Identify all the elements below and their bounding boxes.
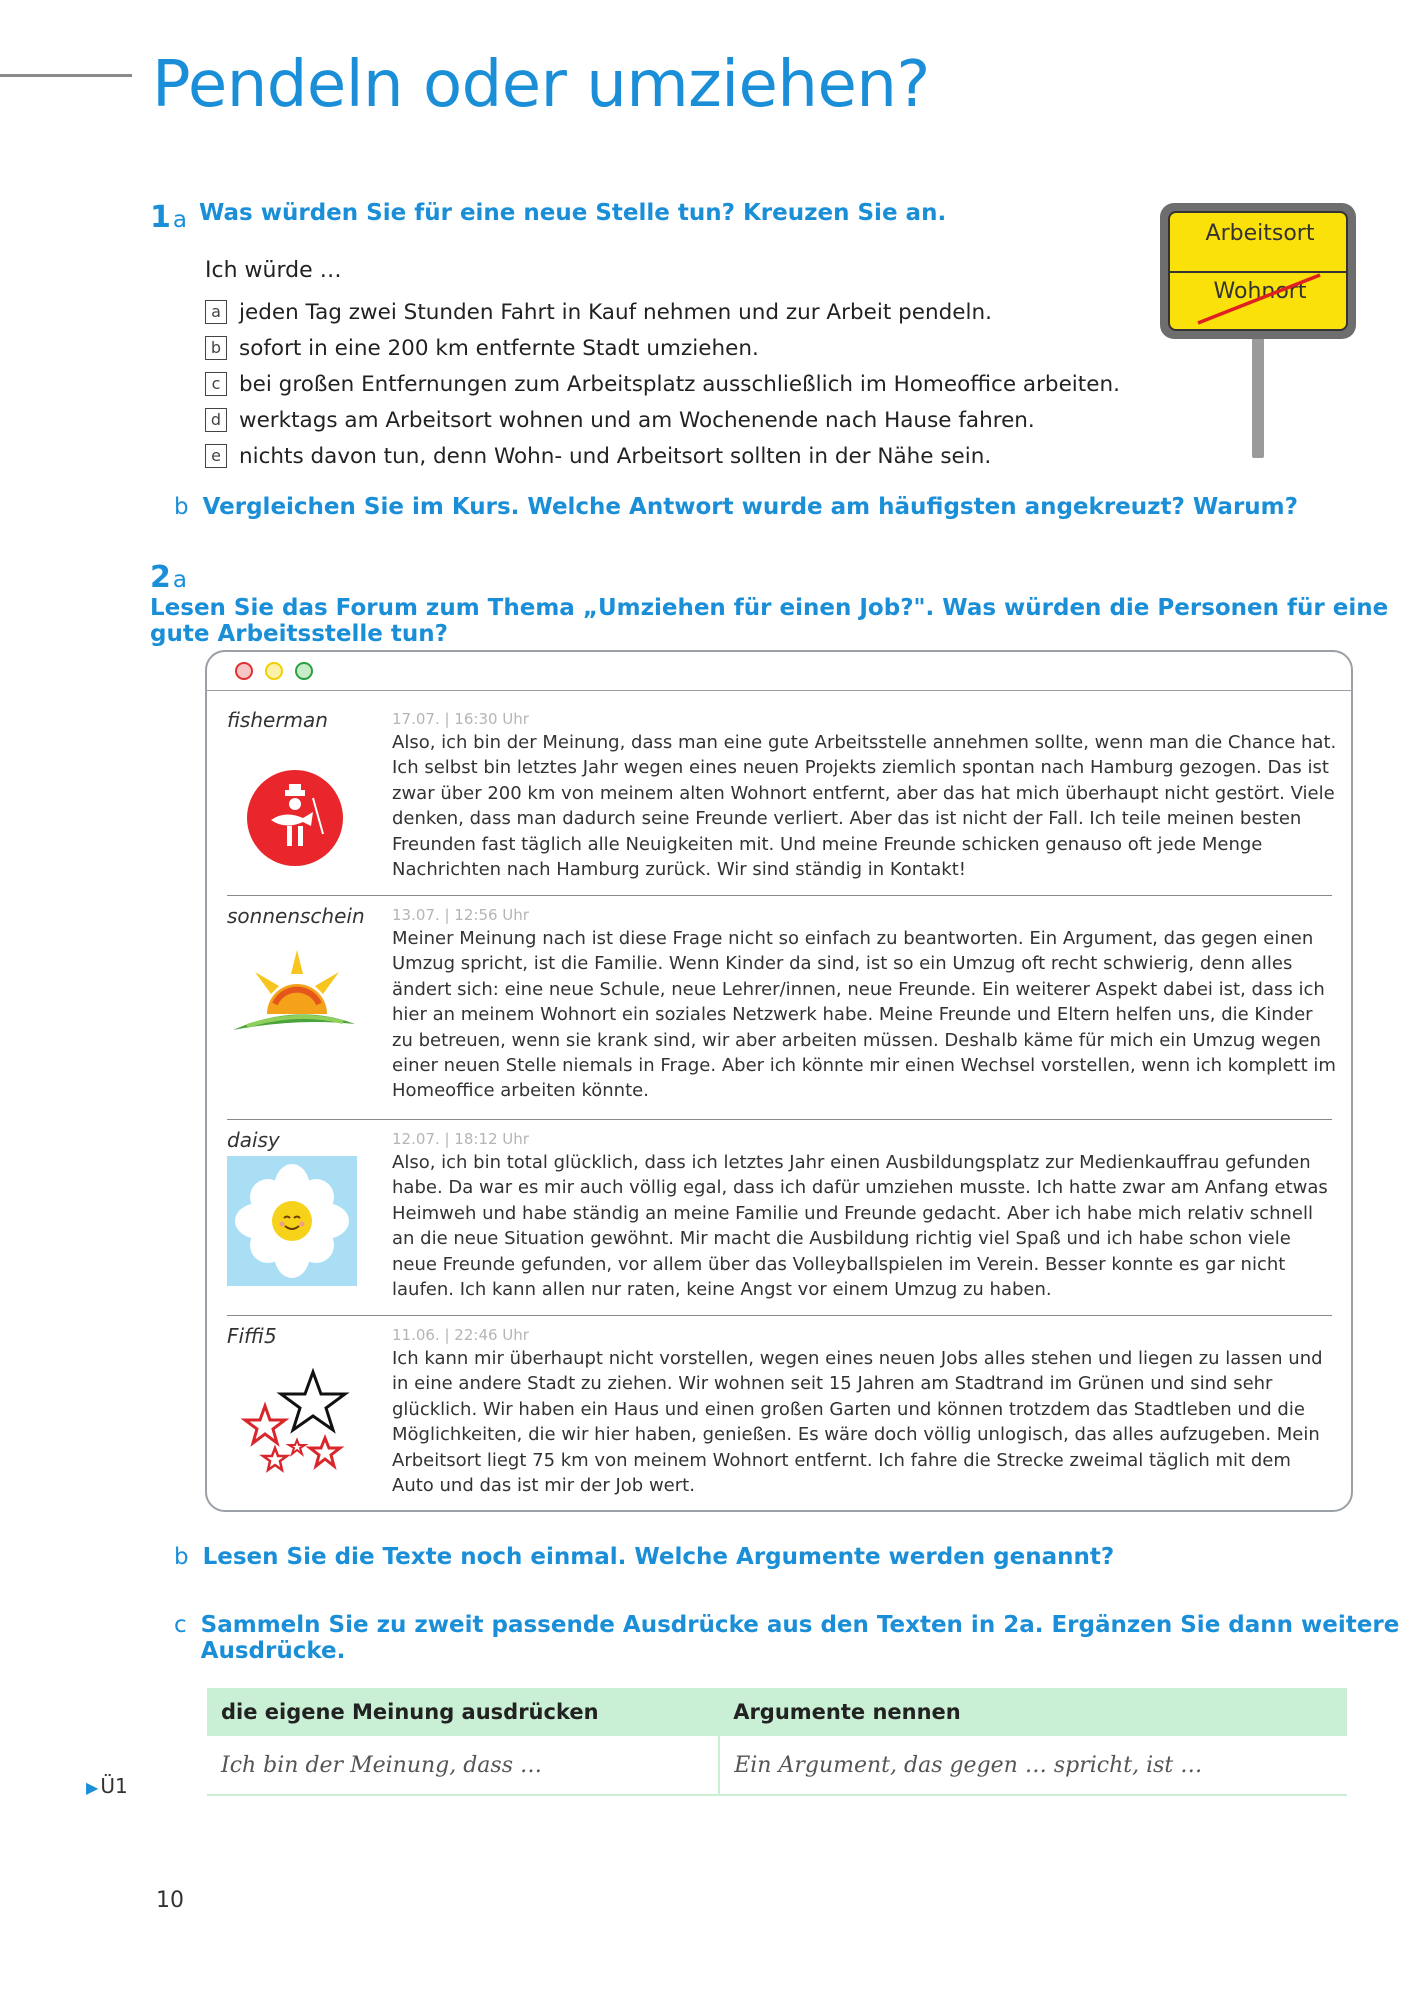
task-sub-letter: c [174,1612,187,1638]
play-arrow-icon: ▶ [86,1778,99,1797]
option-d[interactable] [205,402,1120,438]
table-header: Argumente nennen [719,1688,1347,1736]
strike-line [1168,211,1348,331]
task-instruction: Was würden Sie für eine neue Stelle tun? Kreuzen Sie an. [198,200,947,226]
task-instruction: Vergleichen Sie im Kurs. Welche Antwort wurde am häufigsten angekreuzt? Warum? [202,494,1298,520]
post-timestamp: 11.06. | 22:46 Uhr [392,1326,529,1344]
post-divider [227,895,1332,897]
forum-post [227,1324,1332,1504]
post-username: fisherman [227,708,328,732]
task-1a-intro: Ich würde … [205,258,342,283]
checkbox-e[interactable]: e [205,444,227,468]
stars-avatar-icon [227,1348,357,1478]
post-divider [227,1315,1332,1317]
task-sub-letter: b [174,1544,189,1570]
option-text: werktags am Arbeitsort wohnen und am Wochenende nach Hause fahren. [239,407,1035,433]
option-b[interactable] [205,330,1120,366]
option-text: bei großen Entfernungen zum Arbeitsplatz ausschließlich im Homeoffice arbeiten. [239,371,1120,397]
town-sign-illustration [1160,203,1360,458]
post-text: Ich kann mir überhaupt nicht vorstellen, wegen eines neuen Jobs alles stehen und liegen zu lassen und in eine andere Stadt zu ziehen. Wir wohnen seit 15 Jahren am Stadtrand im Grünen und sind sehr glücklich. Wir haben ein Haus und einen großen Garten und können trotzdem das Stadtleben und die Möglichkeiten, die wir hier haben, genießen. Es wäre doch völlig unlogisch, das alles aufzugeben. Mein Arbeitsort liegt 75 km von meinem Wohnort entfernt. Ich fahre die Strecke zweimal täglich mit dem Auto und das ist mir der Job wert. [392,1348,1323,1497]
exercise-reference[interactable] [86,1774,128,1798]
post-username: daisy [227,1128,280,1152]
post-text: Also, ich bin total glücklich, dass ich letztes Jahr einen Ausbildungsplatz zur Medienkauffrau gefunden habe. Da war es mir auch völlig egal, dass ich dafür umziehen musste. Ich hatte zwar am Anfang etwas Heimweh und habe ständig an meine Familie und Freunde gedacht. Aber ich habe mich relativ schnell an die neue Situation gewöhnt. Mir macht die Ausbildung richtig viel Spaß und ich habe schon viele neue Freunde gefunden, vor allem über das Volleyballspielen im Verein. Besser konnte es gar nicht laufen. Ich kann allen nur raten, keine Angst vor einem Umzug zu haben. [392,1152,1328,1301]
sunrise-avatar-icon [227,944,357,1064]
checkbox-c[interactable]: c [205,372,227,396]
minimize-dot-icon[interactable] [265,662,283,680]
table-row [207,1736,1347,1795]
task-instruction-line-1: Lesen Sie das Forum zum Thema „Umziehen für einen Job?". Was würden die Personen für eine [150,595,1389,621]
post-text: Meiner Meinung nach ist diese Frage nicht so einfach zu beantworten. Ein Argument, das gegen einen Umzug spricht, ist die Familie. Wenn Kinder da sind, ist so ein Umzug oft recht schwierig, denn alles ändert sich: eine neue Schule, neue Lehrer/innen, neue Freunde. Ein weiterer Aspekt dabei ist, dass ich hier an meinem Wohnort ein soziales Netzwerk habe. Meine Freunde und Eltern helfen uns, die Kinder zu betreuen, wenn sie krank sind, wir aber arbeiten müssen. Deshalb käme für mich ein Umzug wegen einer neuen Stelle niemals in Frage. Aber ich könnte mir einen Wechsel vorstellen, wenn ich komplett im Homeoffice arbeiten könnte. [392,928,1336,1102]
task-instruction-line-2: gute Arbeitsstelle tun? [150,621,448,647]
post-divider [227,1119,1332,1121]
task-2b-heading [172,1544,1114,1570]
window-title-bar [207,652,1351,691]
task-number: 1 [150,200,171,235]
top-rule [0,74,132,77]
daisy-avatar-icon [227,1156,357,1286]
task-instruction-line-1: Sammeln Sie zu zweit passende Ausdrücke aus den Texten in 2a. Ergänzen Sie dann weitere [200,1612,1400,1638]
task-2c-heading [172,1612,1399,1664]
task-1b-heading [172,494,1298,520]
sign-bottom-text: Wohnort [1213,279,1307,304]
task-sub-letter: b [174,494,189,520]
forum-post [227,1128,1332,1316]
forum-window [205,650,1353,1512]
table-cell[interactable]: Ich bin der Meinung, dass … [207,1736,719,1795]
close-dot-icon[interactable] [235,662,253,680]
post-timestamp: 13.07. | 12:56 Uhr [392,906,529,924]
task-sub-letter: a [172,207,187,233]
checkbox-b[interactable]: b [205,336,227,360]
post-username: Fiffi5 [227,1324,277,1348]
task-1a-heading [150,200,946,235]
fisherman-avatar-icon [227,748,357,868]
task-2a-heading [150,560,1414,647]
option-text: jeden Tag zwei Stunden Fahrt in Kauf nehmen und zur Arbeit pendeln. [239,299,992,325]
post-text: Also, ich bin der Meinung, dass man eine gute Arbeitsstelle annehmen sollte, wenn man die Chance hat. Ich selbst bin letztes Jahr wegen eines neuen Projekts ziemlich spontan nach Hamburg gezogen. Das ist zwar über 200 km von meinem alten Wohnort entfernt, aber das hat mich überhaupt nicht gestört. Viele denken, dass man dadurch seine Freunde verliert. Aber das ist nicht der Fall. Ich teile meinen besten Freunden fast täglich alle Neuigkeiten mit. Und meine Freunde schicken genauso oft jede Menge Nachrichten nach Hamburg zurück. Wir sind ständig in Kontakt! [392,732,1337,881]
task-instruction: Lesen Sie die Texte noch einmal. Welche Argumente werden genannt? [202,1544,1115,1570]
sign-post [1252,338,1264,458]
option-e[interactable] [205,438,1120,474]
exercise-reference-label: Ü1 [100,1774,128,1798]
checkbox-a[interactable]: a [205,300,227,324]
table-header: die eigene Meinung ausdrücken [207,1688,719,1736]
expressions-table [207,1688,1347,1796]
checkbox-d[interactable]: d [205,408,227,432]
post-username: sonnenschein [227,904,365,928]
sign-top-text: Arbeitsort [1205,221,1315,246]
post-timestamp: 12.07. | 18:12 Uhr [392,1130,529,1148]
option-text: nichts davon tun, denn Wohn- und Arbeitsort sollten in der Nähe sein. [239,443,992,469]
task-sub-letter: a [172,567,187,593]
task-number: 2 [150,560,171,595]
option-c[interactable] [205,366,1120,402]
page-number: 10 [156,1888,184,1913]
option-text: sofort in eine 200 km entfernte Stadt umziehen. [239,335,759,361]
task-instruction-line-2: Ausdrücke. [200,1638,346,1664]
forum-post [227,708,1337,896]
option-a[interactable] [205,294,1120,330]
table-cell[interactable]: Ein Argument, das gegen … spricht, ist … [719,1736,1347,1795]
maximize-dot-icon[interactable] [295,662,313,680]
post-timestamp: 17.07. | 16:30 Uhr [392,710,529,728]
forum-post [227,904,1336,1120]
checkbox-options [205,294,1120,474]
page-title: Pendeln oder umziehen? [152,48,930,122]
